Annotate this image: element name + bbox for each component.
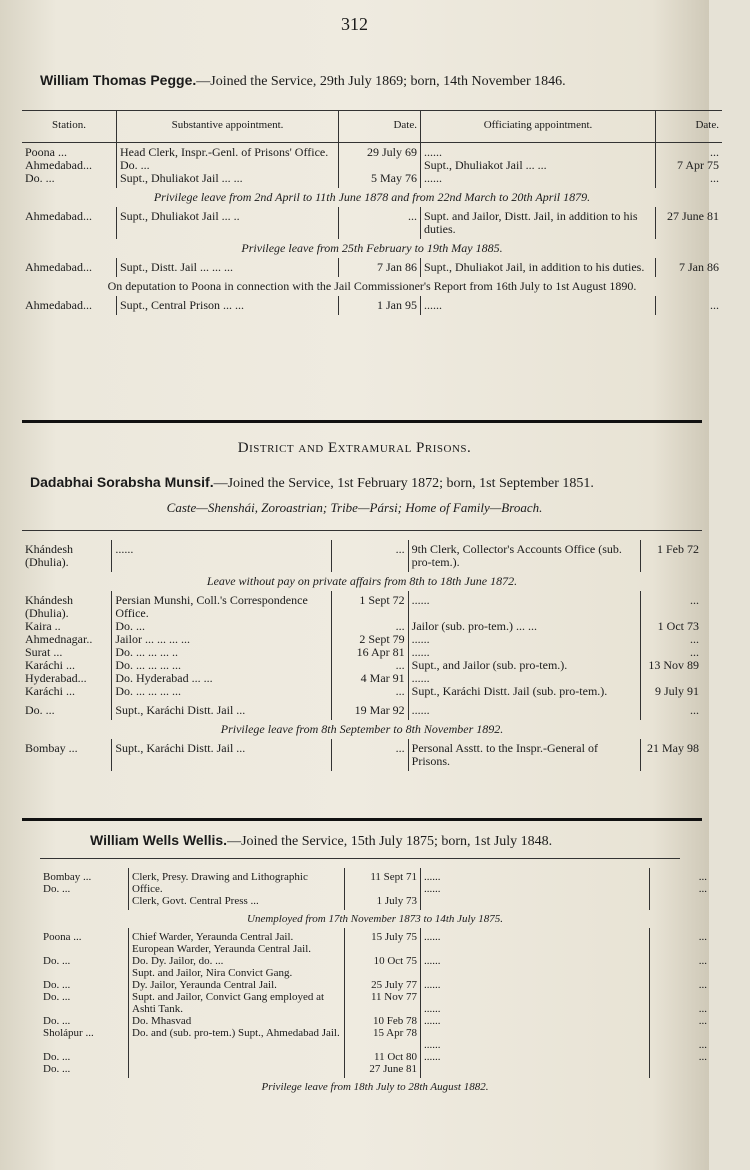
date-cell: ... [331,739,408,771]
officiating-appointment-cell: ...... [408,701,640,720]
service-table-pegge [22,110,722,315]
officiating-appointment-cell: 9th Clerk, Collector's Accounts Office (sub. pro-tem.). [408,540,640,572]
officiating-date-cell: 7 Jan 86 [656,258,723,277]
leave-note-row [22,239,722,258]
column-header: Substantive appointment. [117,111,339,143]
column-header: Date. [339,111,421,143]
date-cell: ... [331,540,408,572]
station-cell: Ahmedabad... [25,298,92,312]
officer-summary: —Joined the Service, 29th July 1869; born, 14th November 1846. [196,74,566,89]
station-cell: Ahmedabad... [25,260,92,274]
service-table-wellis [40,868,710,1096]
date-cell: 19 Mar 92 [331,701,408,720]
substantive-appointment-cell: Supt., Karáchi Distt. Jail ... [112,739,331,771]
table-row [22,540,702,572]
officiating-appointment-cell: Supt., Dhuliakot Jail, in addition to his duties. [421,258,656,277]
officiating-date-cell: ... [656,296,723,315]
officiating-appointment-cell: ...... Supt., Dhuliakot Jail ... ... ...... [421,143,656,189]
leave-note-row [22,572,702,591]
station-cell: Bombay ... [25,741,78,755]
table-row [40,928,710,1078]
officiating-date-cell: 21 May 98 [641,739,702,771]
table-header-row [22,111,722,143]
officer-name: William Wells Wellis. [90,832,228,848]
column-header: Officiating appointment. [421,111,656,143]
officiating-date-cell: ... ... [650,868,711,910]
officiating-date-cell: ... [641,701,702,720]
leave-note: Privilege leave from 18th July to 28th August 1882. [261,1081,489,1093]
table-row [22,739,702,771]
leave-note-row [40,1078,710,1096]
table-top-rule [40,858,680,859]
substantive-appointment-cell: Supt., Dhuliakot Jail ... .. [117,207,339,239]
leave-note-row [22,720,702,739]
station-cell: Do. ... [25,703,55,717]
substantive-appointment-cell: Supt., Karáchi Distt. Jail ... [112,701,331,720]
section-divider [22,420,702,423]
substantive-appointment-cell: Supt., Distt. Jail ... ... ... [117,258,339,277]
officiating-appointment-cell: ...... ...... [421,868,650,910]
officer-heading-munsif [30,474,690,492]
table-row [40,868,710,910]
leave-note: Privilege leave from 8th September to 8th November 1892. [220,722,504,736]
officiating-date-cell: 1 Feb 72 [641,540,702,572]
leave-note: Leave without pay on private affairs from 8th to 18th June 1872. [206,574,518,588]
officer-name: Dadabhai Sorabsha Munsif. [30,474,214,490]
table-top-rule [22,530,702,531]
substantive-appointment-cell: Persian Munshi, Coll.'s Correspondence Office. Do. ... Jailor ... ... ... ... Do. ... ... ... .. Do. ... ... ... ... Do. Hyderabad ... ... Do. ... ... ... ... [112,591,331,701]
officiating-date-cell: 27 June 81 [656,207,723,239]
officiating-appointment-cell: ...... ...... ...... ...... ...... ...... ...... [421,928,650,1078]
officiating-date-cell: ... ... ... ... ... ... ... [650,928,711,1078]
station-cell: Khándesh (Dhulia). Kaira .. Ahmednagar.. Surat ... Karáchi ... Hyderabad... Karáchi ... [25,593,93,698]
section-divider [22,818,702,821]
officiating-date-cell: ... 1 Oct 73 ... ... 13 Nov 89 9 July 91 [641,591,702,701]
caste-line: Caste—Shenshái, Zoroastrian; Tribe—Pársi; Home of Family—Broach. [166,500,543,515]
deputation-note-row [22,277,722,296]
station-cell: Bombay ... Do. ... [43,871,92,895]
substantive-appointment-cell: Supt., Central Prison ... ... [117,296,339,315]
leave-note-row [22,188,722,207]
date-cell: 7 Jan 86 [339,258,421,277]
substantive-appointment-cell: Clerk, Presy. Drawing and Lithographic Office. Clerk, Govt. Central Press ... [129,868,345,910]
date-cell: 29 July 69 5 May 76 [339,143,421,189]
substantive-appointment-cell: Chief Warder, Yeraunda Central Jail. European Warder, Yeraunda Central Jail. Do. Dy. Jailor, do. ... Supt. and Jailor, Nira Convict Gang. Dy. Jailor, Yeraunda Central Jail. Supt. and Jailor, Convict Gang employed at Ashti Tank. Do. Mhasvad Do. and (sub. pro-tem.) Supt., Ahmedabad Jail. [129,928,345,1078]
section-title: District and Extramural Prisons. [237,440,472,456]
date-cell: ... [339,207,421,239]
leave-note: Unemployed from 17th November 1873 to 14th July 1875. [247,913,503,925]
column-header: Station. [22,111,117,143]
station-cell: Ahmedabad... [25,209,92,223]
station-cell: Khándesh (Dhulia). [25,542,73,569]
officiating-date-cell: ... 7 Apr 75 ... [656,143,723,189]
page-number: 312 [341,14,368,34]
service-table-munsif [22,540,702,771]
date-cell: 11 Sept 71 1 July 73 [345,868,421,910]
officer-summary: —Joined the Service, 1st February 1872; born, 1st September 1851. [213,476,594,491]
table-row [22,701,702,720]
officer-name: William Thomas Pegge. [40,72,197,88]
leave-note: Privilege leave from 25th February to 19th May 1885. [241,241,503,255]
officiating-appointment-cell: Supt. and Jailor, Distt. Jail, in addition to his duties. [421,207,656,239]
date-cell: 1 Sept 72 ... 2 Sept 79 16 Apr 81 ... 4 Mar 91 ... [331,591,408,701]
date-cell: 1 Jan 95 [339,296,421,315]
officiating-appointment-cell: ...... Jailor (sub. pro-tem.) ... ... ...... ...... Supt., and Jailor (sub. pro-tem.). ...... Supt., Karáchi Distt. Jail (sub. pro-tem.). [408,591,640,701]
table-row [22,207,722,239]
leave-note: Privilege leave from 2nd April to 11th June 1878 and from 22nd March to 20th April 1879. [153,190,591,204]
date-cell: 15 July 75 10 Oct 75 25 July 77 11 Nov 77 10 Feb 78 15 Apr 78 11 Oct 80 27 June 81 [345,928,421,1078]
leave-note-row [40,910,710,928]
substantive-appointment-cell: Head Clerk, Inspr.-Genl. of Prisons' Office. Do. ... Supt., Dhuliakot Jail ... ... [117,143,339,189]
table-row [22,143,722,189]
table-row [22,591,702,701]
officer-summary: —Joined the Service, 15th July 1875; born, 1st July 1848. [227,834,553,849]
deputation-note: On deputation to Poona in connection with the Jail Commissioner's Report from 16th July to 1st August 1890. [107,279,637,293]
station-cell: Poona ... Ahmedabad... Do. ... [25,145,92,185]
column-header: Date. [656,111,723,143]
officer-heading-wellis [90,832,750,850]
station-cell: Poona ... Do. ... Do. ... Do. ... Do. ... Sholápur ... Do. ... Do. ... [43,931,94,1075]
table-row [22,296,722,315]
table-row [22,258,722,277]
officer-heading-pegge [40,72,700,90]
officiating-appointment-cell: ...... [421,296,656,315]
officiating-appointment-cell: Personal Asstt. to the Inspr.-General of Prisons. [408,739,640,771]
substantive-appointment-cell: ...... [112,540,331,572]
